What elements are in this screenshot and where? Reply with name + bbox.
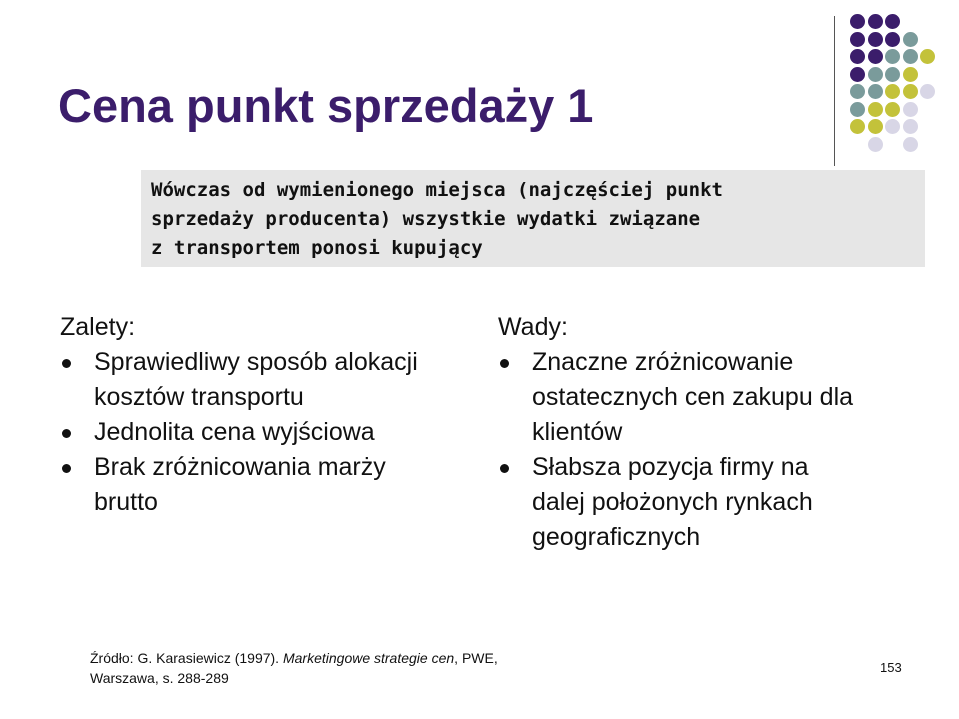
decoration-dot	[885, 32, 900, 47]
decoration-dot	[885, 49, 900, 64]
item-line: klientów	[532, 418, 623, 446]
disadvantages-column	[498, 310, 908, 555]
decoration-dot	[868, 67, 883, 82]
item-line: brutto	[94, 488, 158, 516]
decoration-dot	[850, 102, 865, 117]
decoration-dot	[868, 32, 883, 47]
item-line: ostatecznych cen zakupu dla	[532, 383, 854, 411]
decoration-dot	[903, 32, 918, 47]
decoration-dot	[903, 137, 918, 152]
advantages-column	[60, 310, 480, 520]
item-line: Brak zróżnicowania marży	[94, 453, 386, 481]
decoration-dot	[868, 119, 883, 134]
decoration-dot	[903, 84, 918, 99]
dot-grid-decoration	[850, 14, 950, 154]
decoration-dot	[850, 67, 865, 82]
advantage-item	[60, 450, 480, 520]
divider-line	[834, 16, 835, 166]
decoration-dot	[885, 102, 900, 117]
decoration-dot	[903, 49, 918, 64]
item-line: Jednolita cena wyjściowa	[94, 418, 375, 446]
decoration-dot	[885, 14, 900, 29]
decoration-dot	[868, 14, 883, 29]
advantage-item	[60, 415, 480, 450]
item-line: geograficznych	[532, 523, 701, 551]
disadvantages-heading: Wady:	[498, 313, 568, 341]
callout-line: Wówczas od wymienionego miejsca (najczęściej punkt	[151, 179, 723, 201]
bullet-icon	[500, 359, 509, 368]
page-number: 153	[880, 660, 902, 675]
decoration-dot	[850, 49, 865, 64]
decoration-dot	[885, 119, 900, 134]
citation-book-title: Marketingowe strategie cen	[282, 650, 455, 666]
decoration-dot	[850, 32, 865, 47]
item-line: Sprawiedliwy sposób alokacji	[94, 348, 418, 376]
citation-prefix: Źródło: G. Karasiewicz (1997).	[90, 650, 283, 666]
disadvantage-item	[498, 345, 908, 450]
decoration-dot	[920, 84, 935, 99]
callout-line: z transportem ponosi kupujący	[151, 237, 483, 259]
item-line: dalej położonych rynkach	[532, 488, 813, 516]
item-line: kosztów transportu	[94, 383, 304, 411]
slide-title: Cena punkt sprzedaży 1	[58, 79, 594, 132]
definition-callout	[141, 170, 925, 267]
item-line: Słabsza pozycja firmy na	[532, 453, 809, 481]
decoration-dot	[850, 84, 865, 99]
disadvantage-item	[498, 450, 908, 555]
decoration-dot	[850, 119, 865, 134]
decoration-dot	[903, 119, 918, 134]
decoration-dot	[920, 49, 935, 64]
citation-line	[90, 648, 550, 668]
decoration-dot	[885, 84, 900, 99]
decoration-dot	[885, 67, 900, 82]
decoration-dot	[868, 102, 883, 117]
decoration-dot	[903, 67, 918, 82]
bullet-icon	[500, 464, 509, 473]
citation-line: Warszawa, s. 288-289	[90, 670, 229, 686]
advantages-heading: Zalety:	[60, 313, 136, 341]
bullet-icon	[62, 429, 71, 438]
decoration-dot	[868, 49, 883, 64]
callout-line: sprzedaży producenta) wszystkie wydatki związane	[151, 208, 701, 230]
decoration-dot	[868, 84, 883, 99]
decoration-dot	[850, 14, 865, 29]
decoration-dot	[868, 137, 883, 152]
advantage-item	[60, 345, 480, 415]
citation-suffix: , PWE,	[454, 650, 498, 666]
bullet-icon	[62, 359, 71, 368]
item-line: Znaczne zróżnicowanie	[532, 348, 794, 376]
bullet-icon	[62, 464, 71, 473]
decoration-dot	[903, 102, 918, 117]
source-citation	[90, 648, 550, 688]
